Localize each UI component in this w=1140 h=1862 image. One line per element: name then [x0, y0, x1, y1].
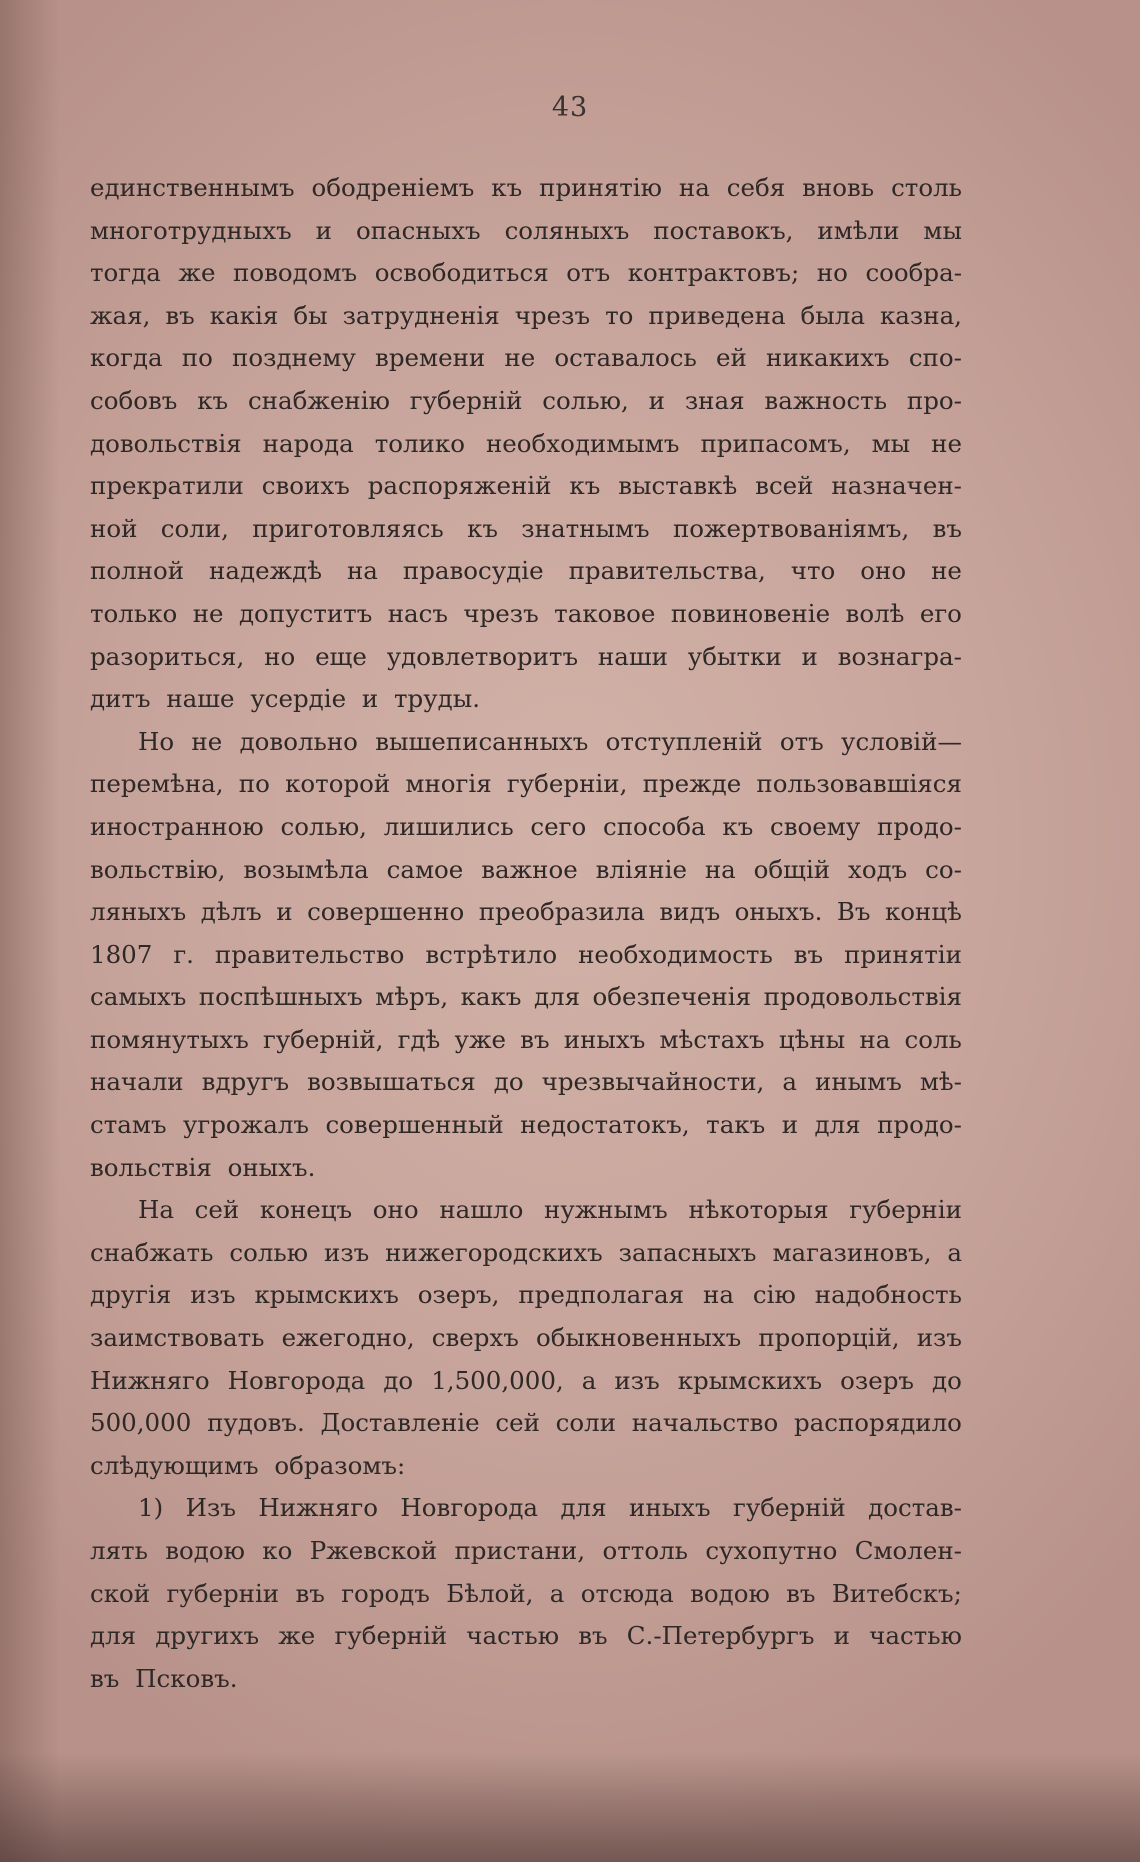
text-line: 500,000 пудовъ. Доставленіе сей соли начальство распорядило: [90, 1408, 962, 1438]
text-line: дитъ наше усердіе и труды.: [90, 684, 481, 714]
text-line: перемѣна, по которой многія губерніи, прежде пользовавшіяся: [90, 769, 962, 799]
text-line: тогда же поводомъ освободиться отъ контрактовъ; но сообра-: [90, 258, 962, 288]
body-text: [90, 167, 962, 1700]
text-line: довольствія народа толико необходимымъ припасомъ, мы не: [90, 428, 962, 458]
paragraph: [90, 721, 962, 1190]
text-line: другія изъ крымскихъ озеръ, предполагая на сію надобность: [90, 1280, 962, 1310]
page-number: 43: [551, 92, 589, 123]
text-line: помянутыхъ губерній, гдѣ уже въ иныхъ мѣстахъ цѣны на соль: [90, 1024, 962, 1054]
text-line: Нижняго Новгорода до 1,500,000, а изъ крымскихъ озеръ до: [90, 1365, 962, 1395]
text-line: лять водою ко Ржевской пристани, оттоль сухопутно Смолен-: [90, 1536, 962, 1565]
page-shadow-left: [0, 0, 60, 1862]
text-line: заимствовать ежегодно, сверхъ обыкновенныхъ пропорцій, изъ: [90, 1323, 962, 1353]
text-line: для другихъ же губерній частью въ С.-Петербургъ и частью: [90, 1621, 962, 1651]
text-line: когда по позднему времени не оставалось ей никакихъ спо-: [90, 343, 962, 373]
text-line: Но не довольно вышеписанныхъ отступленій отъ условій—: [138, 726, 962, 756]
page-shadow-bottom: [0, 1752, 1140, 1862]
text-line: полной надеждѣ на правосудіе правительства, что оно не: [90, 556, 962, 586]
text-line: слѣдующимъ образомъ:: [90, 1450, 406, 1480]
text-line: ляныхъ дѣлъ и совершенно преобразила видъ оныхъ. Въ концѣ: [90, 897, 962, 927]
text-line: вольствія оныхъ.: [90, 1152, 316, 1182]
text-line: стамъ угрожалъ совершенный недостатокъ, такъ и для продо-: [90, 1110, 962, 1140]
text-line: начали вдругъ возвышаться до чрезвычайности, а инымъ мѣ-: [90, 1067, 962, 1097]
text-line: собовъ къ снабженію губерній солью, и зная важность про-: [90, 385, 962, 415]
text-line: ной соли, приготовляясь къ знатнымъ пожертвованіямъ, въ: [90, 513, 962, 543]
text-line: самыхъ поспѣшныхъ мѣръ, какъ для обезпеченія продовольствія: [90, 982, 962, 1012]
text-line: только не допуститъ насъ чрезъ таковое повиновеніе волѣ его: [90, 598, 962, 628]
paragraph: [90, 1487, 962, 1700]
text-line: ской губерніи въ городъ Бѣлой, а отсюда водою въ Витебскъ;: [90, 1578, 962, 1608]
text-line: иностранною солью, лишились сего способа къ своему продо-: [90, 811, 962, 841]
text-line: вольствію, возымѣла самое важное вліяніе на общій ходъ со-: [90, 854, 962, 884]
text-line: 1) Изъ Нижняго Новгорода для иныхъ губерній достав-: [138, 1493, 962, 1523]
text-line: На сей конецъ оно нашло нужнымъ нѣкоторыя губерніи: [138, 1195, 962, 1225]
paragraph: [90, 1189, 962, 1487]
text-line: разориться, но еще удовлетворитъ наши убытки и вознагра-: [90, 641, 962, 671]
text-line: единственнымъ ободреніемъ къ принятію на себя вновь столь: [90, 173, 962, 202]
text-line: жая, въ какія бы затрудненія чрезъ то приведена была казна,: [90, 300, 962, 330]
text-line: прекратили своихъ распоряженій къ выставкѣ всей назначен-: [90, 471, 962, 501]
text-line: въ Псковъ.: [90, 1663, 238, 1693]
paragraph: [90, 167, 962, 721]
text-line: 1807 г. правительство встрѣтило необходимость въ принятіи: [90, 939, 962, 969]
text-line: снабжать солью изъ нижегородскихъ запасныхъ магазиновъ, а: [90, 1237, 962, 1267]
text-line: многотрудныхъ и опасныхъ соляныхъ поставокъ, имѣли мы: [90, 215, 962, 245]
